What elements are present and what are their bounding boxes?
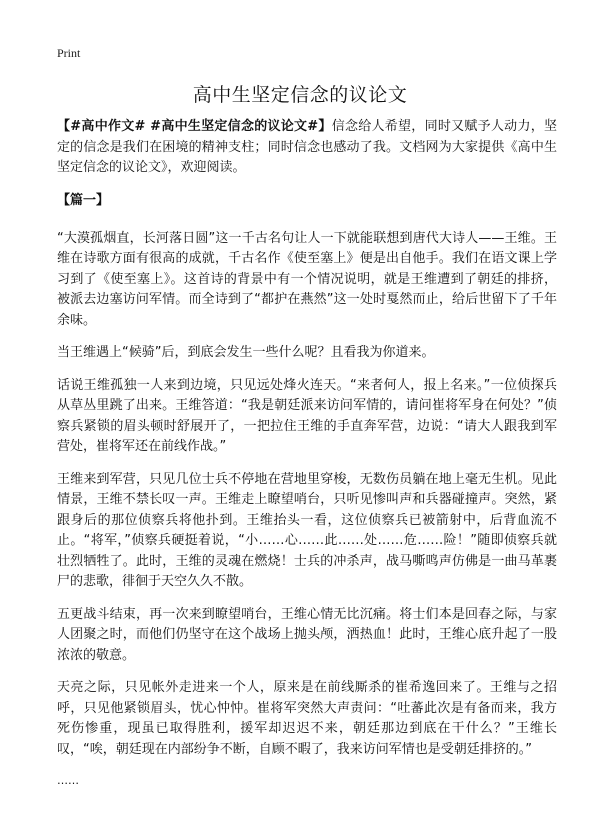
- continuation-ellipsis: ……: [57, 774, 79, 787]
- intro-text: 信念给人希望，同时又赋予人动力，坚定的信念是我们在困境的精神支柱；同时信念也感动了我。文档网为大家提供《高中生坚定信念的议论文》，欢迎阅读。: [57, 119, 557, 175]
- paragraph-2: 当王维遇上“候骑”后，到底会发生一些什么呢？且看我为你道来。: [57, 345, 435, 360]
- page-title: 高中生坚定信念的议论文: [192, 84, 408, 106]
- intro-paragraph: [57, 117, 557, 179]
- paragraph-6: 天亮之际，只见帐外走进来一个人，原来是在前线厮杀的崔希逸回来了。王维与之招呼，只见他紧锁眉头，忧心忡忡。崔将军突然大声责问：“吐蕃此次是有备而来，我方死伤惨重，现虽已取得胜利，援军却迟迟不来，朝廷那边到底在干什么？”王维长叹，“唉，朝廷现在内部纷争不断，自顾不暇了，我来访问军情也是受朝廷排挤的。”: [57, 680, 557, 757]
- paragraph-1: “大漠孤烟直，长河落日圆”这一千古名句让人一下就能联想到唐代大诗人——王维。王维在诗歌方面有很高的成就，千古名作《使至塞上》便是出自他手。我们在语文课上学习到了《使至塞上》。这首诗的背景中有一个情况说明，就是王维遭到了朝廷的排挤，被派去边塞访问军情。而全诗到了“都护在燕然”这一处时戛然而止，给后世留下了千年余味。: [57, 230, 557, 328]
- paragraph-4: 王维来到军营，只见几位士兵不停地在营地里穿梭，无数伤员躺在地上毫无生机。见此情景，王维不禁长叹一声。王维走上瞭望哨台，只听见惨叫声和兵器碰撞声。突然，紧跟身后的那位侦察兵将他扑到。王维抬头一看，这位侦察兵已被箭射中，后背血流不止。“将军，”侦察兵硬挺着说，“小……心……此……处……危……险！”随即侦察兵就壮烈牺牲了。此时，王维的灵魂在燃烧！士兵的冲杀声，战马嘶鸣声仿佛是一曲马革裹尸的悲歌，徘徊于天空久久不散。: [57, 471, 557, 589]
- paragraph-3: 话说王维孤独一人来到边境，只见远处烽火连天。“来者何人，报上名来。”一位侦探兵从草丛里跳了出来。王维答道：“我是朝廷派来访问军情的，请问崔将军身在何处？”侦察兵紧锁的眉头顿时舒展开了，一把拉住王维的手直奔军营，边说：“请大人跟我到军营处，崔将军还在前线作战。”: [57, 377, 557, 454]
- article-body: [57, 117, 557, 788]
- paragraph-5: 五更战斗结束，再一次来到瞭望哨台，王维心情无比沉痛。将士们本是回春之际，与家人团聚之时，而他们仍坚守在这个战场上抛头颅，洒热血！此时，王维心底升起了一股浓浓的敬意。: [57, 606, 557, 663]
- section-heading: 【篇一】: [57, 192, 110, 208]
- print-link[interactable]: Print: [57, 46, 81, 60]
- intro-tag: 【#高中作文# #高中生坚定信念的议论文#】: [57, 119, 332, 134]
